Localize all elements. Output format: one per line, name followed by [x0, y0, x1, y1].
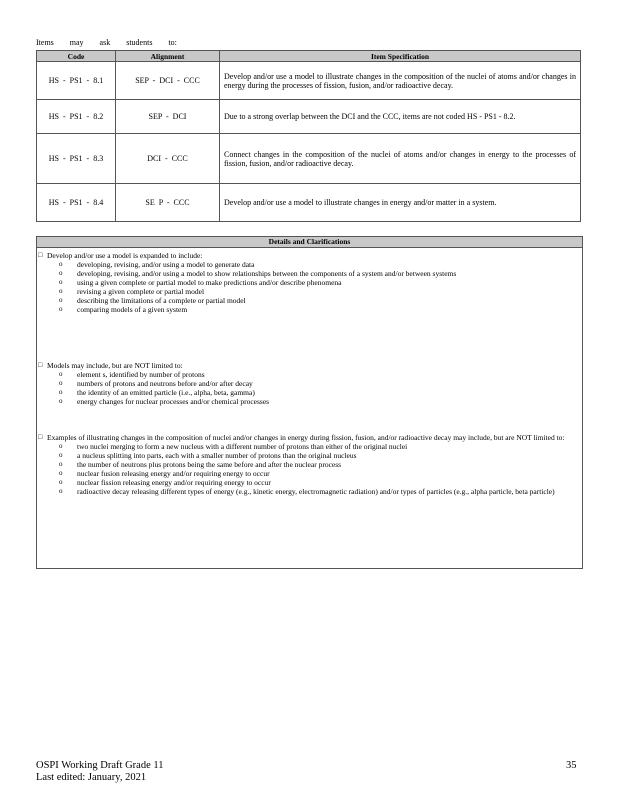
- table-row: [37, 62, 581, 100]
- intro-text: Items may ask students to:: [36, 38, 177, 47]
- row-code: HS - PS1 - 8.4: [37, 184, 116, 222]
- details-section-examples: [37, 433, 582, 496]
- row-specification: Develop and/or use a model to illustrate changes in energy and/or matter in a system.: [220, 184, 581, 222]
- header-alignment: Alignment: [116, 51, 220, 62]
- page-number: 35: [566, 760, 577, 771]
- item-specification-table: [36, 50, 581, 222]
- footer-draft-label: OSPI Working Draft Grade 11: [36, 760, 164, 771]
- row-code: HS - PS1 - 8.3: [37, 134, 116, 184]
- details-section-models: [37, 361, 582, 406]
- footer-edited-date: Last edited: January, 2021: [36, 772, 147, 783]
- list-item: o the number of neutrons plus protons being the same before and after the nuclear process: [59, 460, 582, 469]
- row-specification: Develop and/or use a model to illustrate changes in the composition of the nuclei of atoms and/or changes in energy during the processes of fission, fusion, and/or radioactive decay.: [220, 62, 581, 100]
- row-specification: Due to a strong overlap between the DCI and the CCC, items are not coded HS - PS1 - 8.2.: [220, 100, 581, 134]
- list-item: o energy changes for nuclear processes and/or chemical processes: [59, 397, 582, 406]
- row-code: HS - PS1 - 8.1: [37, 62, 116, 100]
- list-item: o nuclear fusion releasing energy and/or requiring energy to occur: [59, 469, 582, 478]
- list-item: o comparing models of a given system: [59, 305, 582, 314]
- section-list: [37, 260, 582, 314]
- list-item: o radioactive decay releasing different types of energy (e.g., kinetic energy, electromagnetic radiation) and/or types of particles (e.g., alpha particle, beta particle): [59, 487, 582, 496]
- details-clarifications-box: [36, 236, 583, 569]
- list-item: o nuclear fission releasing energy and/or requiring energy to occur: [59, 478, 582, 487]
- row-alignment: DCI - CCC: [116, 134, 220, 184]
- details-section-develop: [37, 251, 582, 314]
- table-row: [37, 184, 581, 222]
- row-alignment: SEP - DCI: [116, 100, 220, 134]
- section-list: [37, 442, 582, 496]
- row-specification: Connect changes in the composition of the nuclei of atoms and/or changes in energy to the processes of fission, fusion, and/or radioactive decay.: [220, 134, 581, 184]
- list-item: o two nuclei merging to form a new nucleus with a different number of protons than either of the original nuclei: [59, 442, 582, 451]
- section-lead: □ Develop and/or use a model is expanded to include:: [37, 251, 582, 260]
- list-item: o numbers of protons and neutrons before and/or after decay: [59, 379, 582, 388]
- page-footer: [36, 760, 163, 784]
- section-list: [37, 370, 582, 406]
- list-item: o developing, revising, and/or using a model to show relationships between the components of a system and/or between systems: [59, 269, 582, 278]
- row-code: HS - PS1 - 8.2: [37, 100, 116, 134]
- header-item-specification: Item Specification: [220, 51, 581, 62]
- row-alignment: SEP - DCI - CCC: [116, 62, 220, 100]
- section-lead: □ Models may include, but are NOT limited to:: [37, 361, 582, 370]
- list-item: o revising a given complete or partial model: [59, 287, 582, 296]
- list-item: o using a given complete or partial model to make predictions and/or describe phenomena: [59, 278, 582, 287]
- table-header-row: [37, 51, 581, 62]
- table-row: [37, 134, 581, 184]
- list-item: o describing the limitations of a complete or partial model: [59, 296, 582, 305]
- details-header: Details and Clarifications: [37, 237, 582, 248]
- list-item: o the identity of an emitted particle (i.e., alpha, beta, gamma): [59, 388, 582, 397]
- section-lead: □ Examples of illustrating changes in the composition of nuclei and/or changes in energy during fission, fusion, and/or radioactive decay may include, but are NOT limited to:: [37, 433, 582, 442]
- list-item: o developing, revising, and/or using a model to generate data: [59, 260, 582, 269]
- list-item: o element s, identified by number of protons: [59, 370, 582, 379]
- row-alignment: SE P - CCC: [116, 184, 220, 222]
- header-code: Code: [37, 51, 116, 62]
- table-row: [37, 100, 581, 134]
- list-item: o a nucleus splitting into parts, each with a smaller number of protons than the original nucleus: [59, 451, 582, 460]
